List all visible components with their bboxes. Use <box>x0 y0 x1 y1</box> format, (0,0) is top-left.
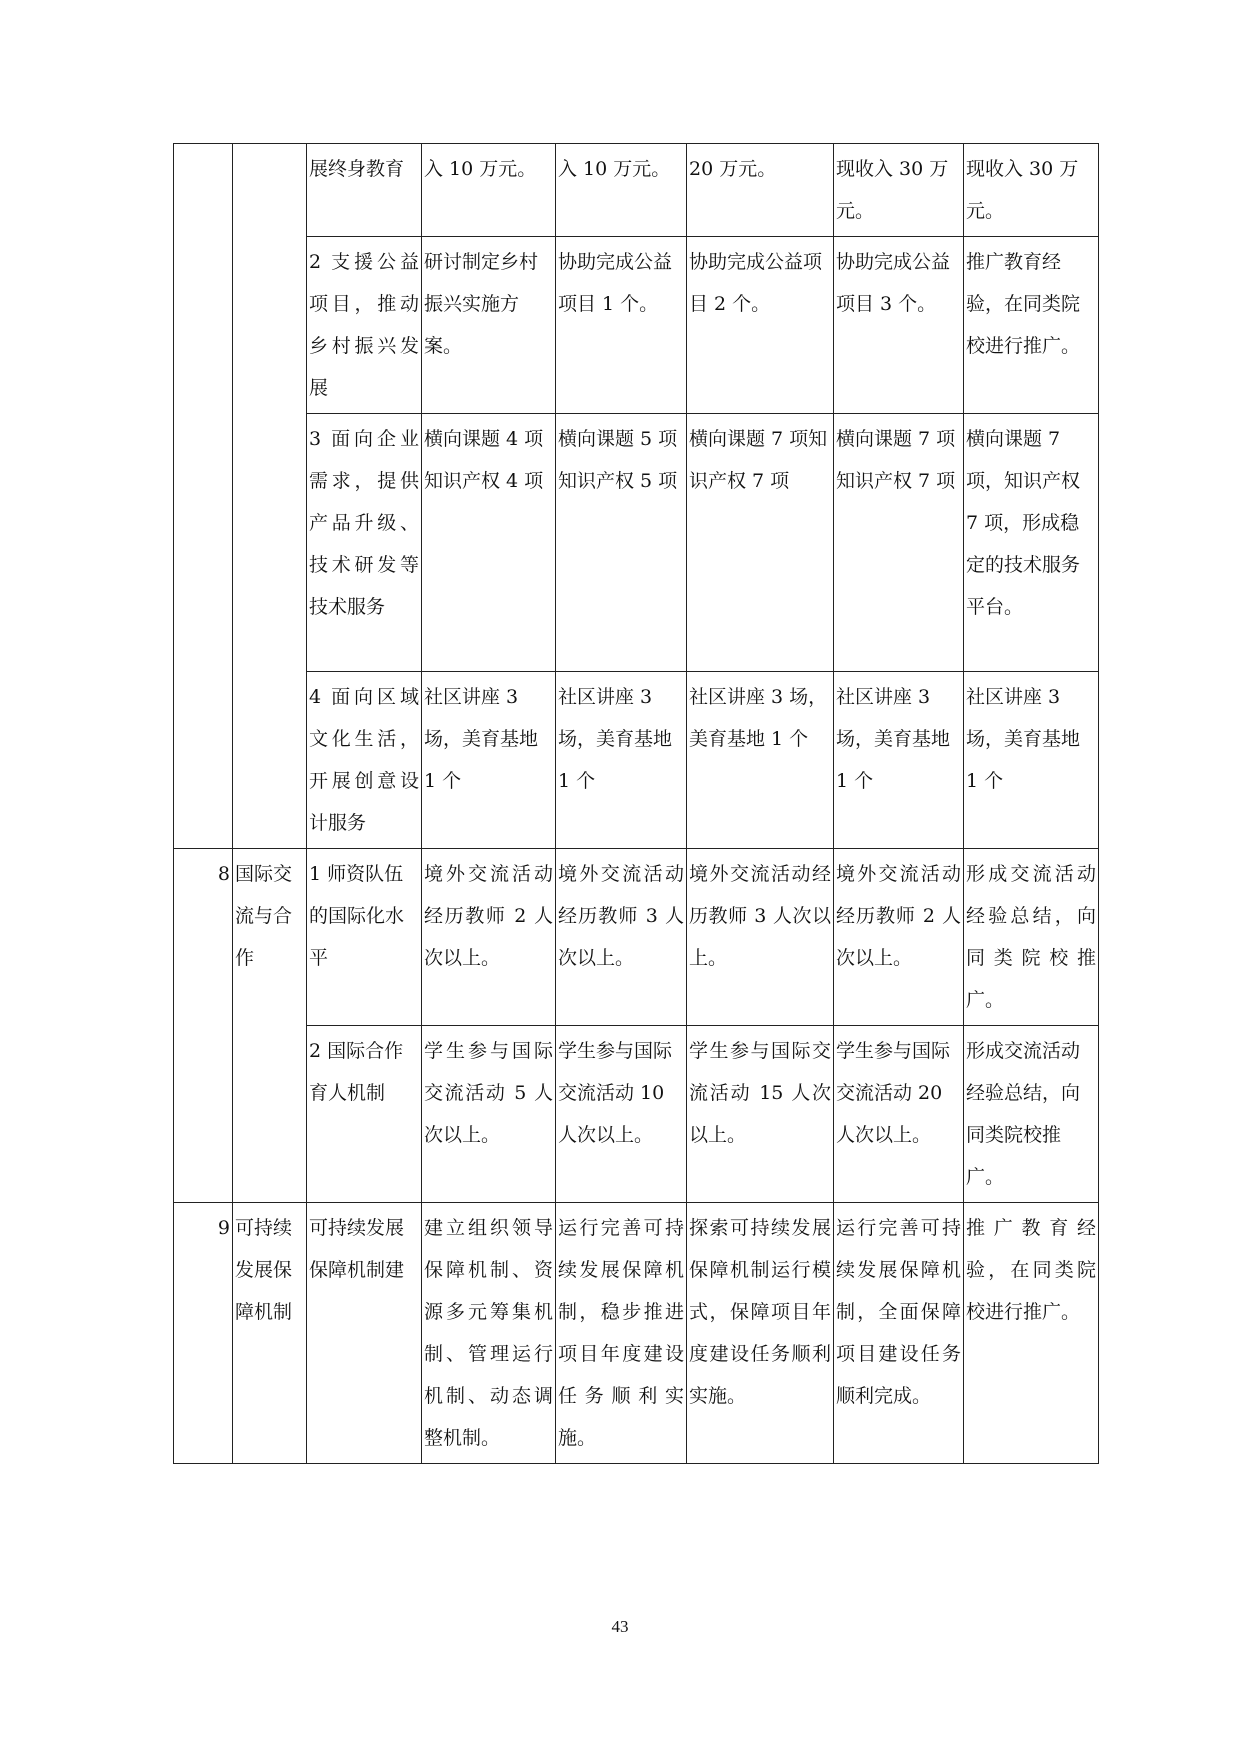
task-cell: 2 国际合作育人机制 <box>307 1026 422 1203</box>
year2-cell: 学生参与国际交流活动 10 人次以上。 <box>556 1026 687 1203</box>
section-name-cell: 可持续发展保障机制 <box>233 1203 307 1464</box>
section-name-cell: 国际交流与合作 <box>233 849 307 1203</box>
year1-cell: 境外交流活动经历教师 2 人次以上。 <box>422 849 556 1026</box>
year3-cell: 协助完成公益项目 2 个。 <box>687 237 834 414</box>
table-row <box>174 237 1099 414</box>
year5-cell: 形成交流活动经验总结，向同类院校推广。 <box>964 1026 1099 1203</box>
task-cell: 2 支援公益项目，推动乡村振兴发展 <box>307 237 422 414</box>
year3-cell: 境外交流活动经历教师 3 人次以上。 <box>687 849 834 1026</box>
table-row <box>174 1026 1099 1203</box>
year5-cell: 现收入 30 万元。 <box>964 144 1099 237</box>
year2-cell: 社区讲座 3 场，美育基地 1 个 <box>556 672 687 849</box>
section-name-cell <box>233 144 307 849</box>
year4-cell: 学生参与国际交流活动 20 人次以上。 <box>834 1026 964 1203</box>
year4-cell: 境外交流活动经历教师 2 人次以上。 <box>834 849 964 1026</box>
year2-cell: 横向课题 5 项知识产权 5 项 <box>556 414 687 672</box>
year4-cell: 横向课题 7 项知识产权 7 项 <box>834 414 964 672</box>
section-number-cell: 8 <box>174 849 233 1203</box>
year5-cell: 推广教育经验，在同类院校进行推广。 <box>964 1203 1099 1464</box>
table-row <box>174 1203 1099 1464</box>
task-cell: 1 师资队伍的国际化水平 <box>307 849 422 1026</box>
year1-cell: 学生参与国际交流活动 5 人次以上。 <box>422 1026 556 1203</box>
year2-cell: 协助完成公益项目 1 个。 <box>556 237 687 414</box>
year2-cell: 境外交流活动经历教师 3 人次以上。 <box>556 849 687 1026</box>
year1-cell: 建立组织领导保障机制、资源多元筹集机制、管理运行机制、动态调整机制。 <box>422 1203 556 1464</box>
year2-cell: 入 10 万元。 <box>556 144 687 237</box>
year4-cell: 现收入 30 万元。 <box>834 144 964 237</box>
year4-cell: 协助完成公益项目 3 个。 <box>834 237 964 414</box>
plan-table <box>173 143 1099 1464</box>
table-row <box>174 414 1099 672</box>
year1-cell: 入 10 万元。 <box>422 144 556 237</box>
table-row <box>174 849 1099 1026</box>
year3-cell: 社区讲座 3 场，美育基地 1 个 <box>687 672 834 849</box>
year5-cell: 推广教育经验，在同类院校进行推广。 <box>964 237 1099 414</box>
year5-cell: 社区讲座 3 场，美育基地 1 个 <box>964 672 1099 849</box>
year3-cell: 20 万元。 <box>687 144 834 237</box>
year3-cell: 横向课题 7 项知识产权 7 项 <box>687 414 834 672</box>
task-cell: 可持续发展保障机制建 <box>307 1203 422 1464</box>
year4-cell: 运行完善可持续发展保障机制，全面保障项目建设任务顺利完成。 <box>834 1203 964 1464</box>
year1-cell: 社区讲座 3 场，美育基地 1 个 <box>422 672 556 849</box>
year5-cell: 横向课题 7 项，知识产权 7 项，形成稳定的技术服务平台。 <box>964 414 1099 672</box>
year1-cell: 横向课题 4 项知识产权 4 项 <box>422 414 556 672</box>
year3-cell: 学生参与国际交流活动 15 人次以上。 <box>687 1026 834 1203</box>
page-number: 43 <box>611 1617 629 1636</box>
task-cell: 展终身教育 <box>307 144 422 237</box>
task-cell: 4 面向区域文化生活，开展创意设计服务 <box>307 672 422 849</box>
task-cell: 3 面向企业需求，提供产品升级、技术研发等技术服务 <box>307 414 422 672</box>
section-number-cell <box>174 144 233 849</box>
table-row <box>174 144 1099 237</box>
section-number-cell: 9 <box>174 1203 233 1464</box>
year5-cell: 形成交流活动经验总结，向同类院校推广。 <box>964 849 1099 1026</box>
year4-cell: 社区讲座 3 场，美育基地 1 个 <box>834 672 964 849</box>
year2-cell: 运行完善可持续发展保障机制，稳步推进项目年度建设任务顺利实施。 <box>556 1203 687 1464</box>
year3-cell: 探索可持续发展保障机制运行模式，保障项目年度建设任务顺利实施。 <box>687 1203 834 1464</box>
year1-cell: 研讨制定乡村振兴实施方案。 <box>422 237 556 414</box>
table-row <box>174 672 1099 849</box>
